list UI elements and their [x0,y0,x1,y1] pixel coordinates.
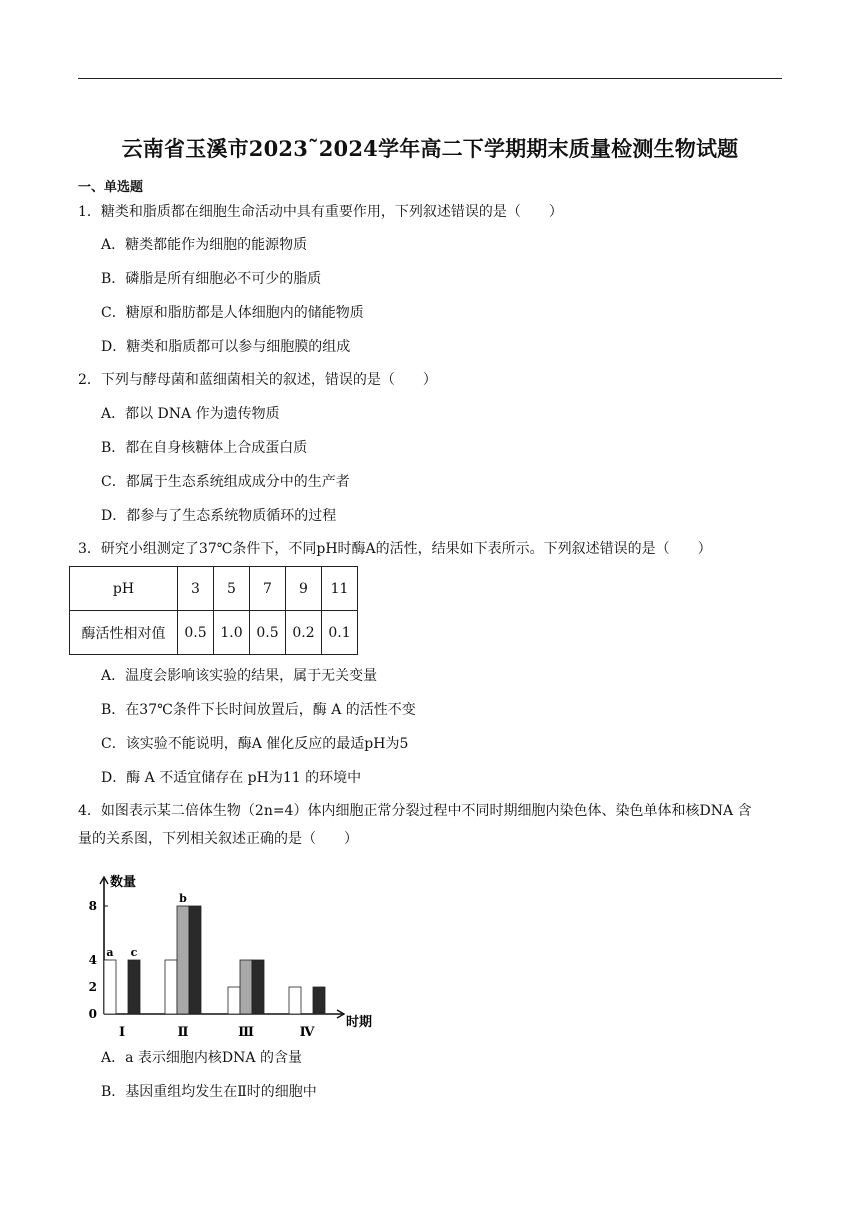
question-2-option-a[interactable]: A．都以 DNA 作为遗传物质 [101,406,280,422]
table-cell: 0.1 [322,611,358,655]
y-tick-label: 4 [88,953,97,967]
table-cell: 0.5 [178,611,214,655]
x-axis-label: 时期 [346,1015,372,1030]
section-heading: 一、单选题 [78,180,144,195]
bar-a [104,960,116,1014]
table-cell: 9 [286,567,322,611]
question-2-option-c[interactable]: C．都属于生态系统组成成分中的生产者 [101,474,350,490]
question-2-option-d[interactable]: D．都参与了生态系统物质循环的过程 [101,508,337,524]
y-axis-label: 数量 [110,875,137,890]
x-tick-label: Ⅱ [177,1025,189,1040]
question-3-option-d[interactable]: D．酶 A 不适宜储存在 pH为11 的环境中 [101,770,362,786]
bar-label-b: b [179,892,187,905]
bar-label-c: c [130,946,138,959]
table-header-cell: 酶活性相对值 [70,611,178,655]
question-2-option-b[interactable]: B．都在自身核糖体上合成蛋白质 [101,440,308,456]
bar-a [228,987,240,1014]
question-3-option-b[interactable]: B．在37℃条件下长时间放置后，酶 A 的活性不变 [101,702,416,718]
table-row [70,567,358,611]
bar-label-a: a [106,946,114,959]
question-4-stem-line2: 量的关系图，下列相关叙述正确的是（ ） [78,831,358,847]
bar-chart [82,870,372,1040]
table-cell: 3 [178,567,214,611]
question-1-option-b[interactable]: B．磷脂是所有细胞必不可少的脂质 [101,271,322,287]
y-tick-label: 8 [88,899,97,913]
table-row [70,611,358,655]
bar-c [313,987,325,1014]
question-1-option-c[interactable]: C．糖原和脂肪都是人体细胞内的储能物质 [101,305,364,321]
table-cell: 1.0 [214,611,250,655]
y-tick-label: 2 [88,980,97,994]
bar-c [128,960,140,1014]
header-rule [78,78,782,79]
question-1-stem: 1．糖类和脂质都在细胞生命活动中具有重要作用，下列叙述错误的是（ ） [78,204,563,220]
y-tick-label: 0 [88,1007,97,1021]
question-4-stem-line1: 4．如图表示某二倍体生物（2n=4）体内细胞正常分裂过程中不同时期细胞内染色体、染色单体和核DNA 含 [78,803,752,819]
question-3-stem: 3．研究小组测定了37℃条件下，不同pH时酶A的活性，结果如下表所示。下列叙述错误的是（ ） [78,541,712,557]
ph-activity-table [69,566,358,655]
question-1-option-a[interactable]: A．糖类都能作为细胞的能源物质 [101,237,308,253]
table-cell: 7 [250,567,286,611]
question-4-option-a[interactable]: A．a 表示细胞内核DNA 的含量 [101,1050,302,1066]
x-tick-label: Ⅰ [118,1025,126,1040]
x-tick-label: Ⅳ [299,1025,315,1040]
table-cell: 5 [214,567,250,611]
question-1-option-d[interactable]: D．糖类和脂质都可以参与细胞膜的组成 [101,339,351,355]
question-3-option-c[interactable]: C．该实验不能说明，酶A 催化反应的最适pH为5 [101,736,409,752]
bar-b [240,960,252,1014]
bar-a [165,960,177,1014]
bar-c [189,906,201,1014]
x-tick-label: Ⅲ [238,1025,254,1040]
question-4-stem [78,797,784,853]
bar-b [177,906,189,1014]
table-cell: 11 [322,567,358,611]
page-title: 云南省玉溪市2023˜2024学年高二下学期期末质量检测生物试题 [121,136,739,161]
bar-a [289,987,301,1014]
table-header-cell: pH [70,567,178,611]
question-4-option-b[interactable]: B．基因重组均发生在Ⅱ时的细胞中 [101,1084,317,1100]
table-cell: 0.5 [250,611,286,655]
bar-c [252,960,264,1014]
question-3-option-a[interactable]: A．温度会影响该实验的结果，属于无关变量 [101,668,378,684]
table-cell: 0.2 [286,611,322,655]
question-2-stem: 2．下列与酵母菌和蓝细菌相关的叙述，错误的是（ ） [78,372,437,388]
